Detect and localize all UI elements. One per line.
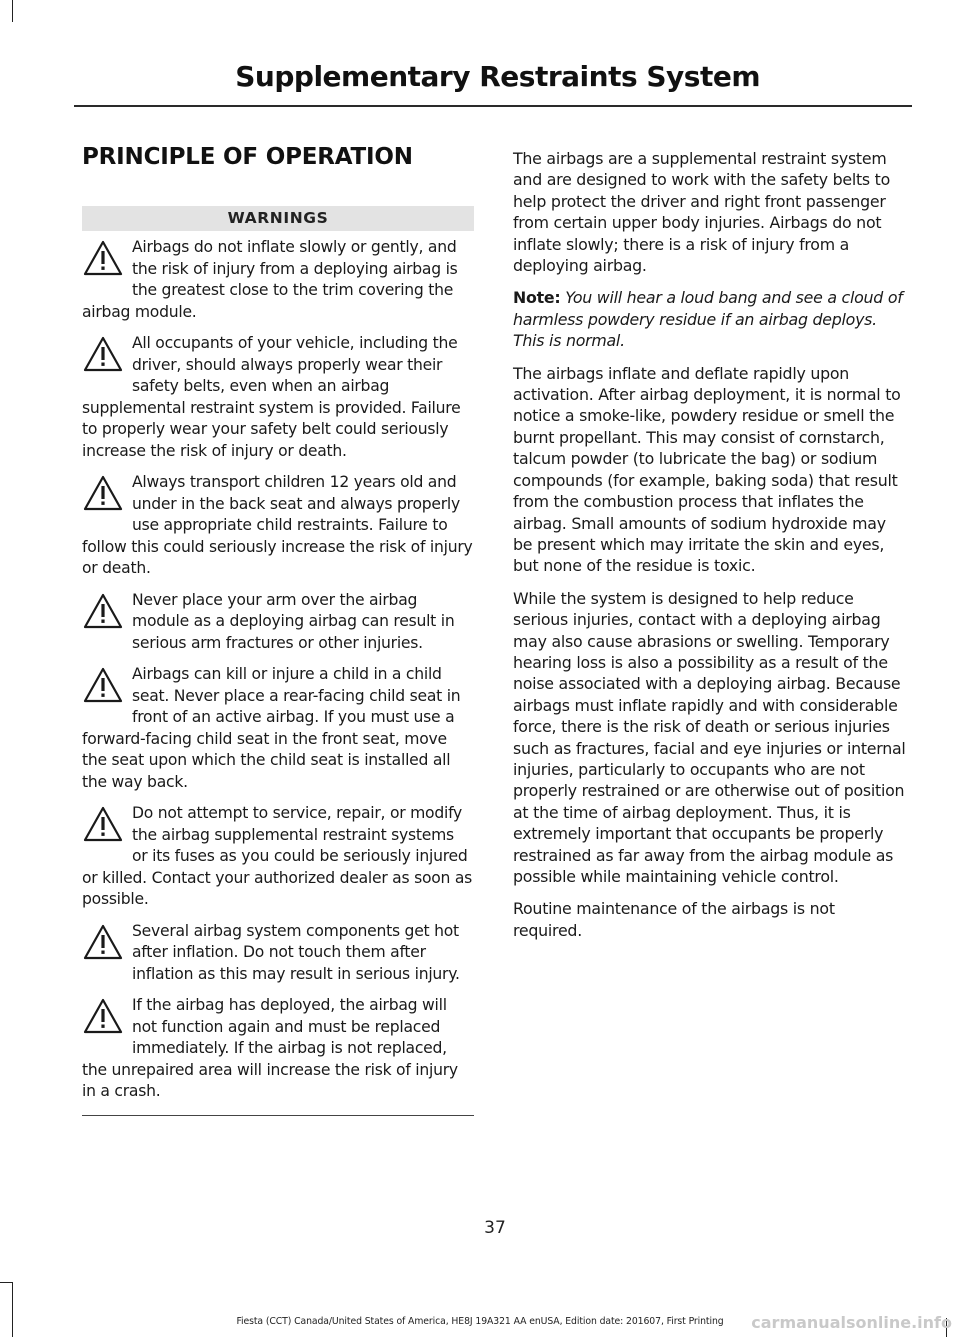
warnings-end-rule	[82, 1115, 474, 1116]
body-paragraph: While the system is designed to help reduce serious injuries, contact with a deploying airbag may also cause abrasions or swelling. Temporary hearing loss is also a possibility as a result of the noise associated with a deploying airbag. Because airbags must inflate rapidly and with considerable force, there is the risk of death or serious injuries such as fractures, facial and eye injuries or internal injuries, particularly to occupants who are not properly restrained or are otherwise out of position at the time of airbag deployment. Thus, it is extremely important that occupants be properly restrained as far away from the airbag module as possible while maintaining vehicle control.	[513, 588, 906, 886]
warning-triangle-icon	[82, 664, 130, 718]
warning-triangle-icon	[82, 995, 130, 1049]
section-heading: PRINCIPLE OF OPERATION	[82, 144, 413, 170]
note-text: You will hear a loud bang and see a cloud of harmless powdery residue if an airbag deploys. This is normal.	[513, 288, 903, 351]
warning-text: Never place your arm over the airbag module as a deploying airbag can result in serious arm fractures or other injuries.	[132, 590, 455, 652]
warning-item	[82, 921, 474, 986]
warnings-bar: WARNINGS	[82, 206, 474, 231]
warnings-list	[82, 237, 474, 1103]
body-paragraph: Routine maintenance of the airbags is not required.	[513, 899, 835, 940]
warning-item	[82, 472, 474, 580]
warning-triangle-icon	[82, 472, 130, 526]
body-paragraph: The airbags inflate and deflate rapidly upon activation. After airbag deployment, it is normal to notice a smoke-like, powdery residue or smell the burnt propellant. This may consist of cornstarch, talcum powder (to lubricate the bag) or sodium compounds (for example, baking soda) that result from the combustion process that inflates the airbag. Small amounts of sodium hydroxide may be present which may irritate the skin and eyes, but none of the residue is toxic.	[513, 363, 901, 576]
crop-mark	[12, 1282, 13, 1337]
body-paragraph: The airbags are a supplemental restraint system and are designed to work with the safety belts to help protect the driver and right front passenger from certain upper body injuries. Airbags do not inflate slowly; there is a risk of injury from a deploying airbag.	[513, 149, 891, 276]
right-column	[513, 148, 908, 952]
footer-text: Fiesta (CCT) Canada/United States of America, HE8J 19A321 AA enUSA, Edition date: 201607, First Printing	[236, 1316, 724, 1327]
warning-text: Several airbag system components get hot after inflation. Do not touch them after inflation as this may result in serious injury.	[132, 921, 460, 983]
crop-mark	[12, 0, 13, 22]
warning-text: All occupants of your vehicle, including the driver, should always properly wear their safety belts, even when an airbag supplemental restraint system is provided. Failure to properly wear your safety belt could seriously increase the risk of injury or death.	[82, 334, 461, 460]
page-header-title: Supplementary Restraints System	[235, 60, 760, 93]
crop-mark	[0, 1282, 13, 1283]
watermark: carmanualsonline.info	[751, 1313, 952, 1332]
warning-triangle-icon	[82, 590, 130, 644]
warning-item	[82, 333, 474, 462]
warning-item	[82, 995, 474, 1103]
warning-text: Do not attempt to service, repair, or modify the airbag supplemental restraint systems or its fuses as you could be seriously injured or killed. Contact your authorized dealer as soon as possible.	[82, 804, 473, 908]
note-paragraph	[513, 287, 908, 351]
warning-text: Always transport children 12 years old and under in the back seat and always properly use appropriate child restraints. Failure to follow this could seriously increase the risk of injury or death.	[82, 473, 473, 577]
warning-item	[82, 237, 474, 323]
warning-text: If the airbag has deployed, the airbag will not function again and must be replaced immediately. If the airbag is not replaced, the unrepaired area will increase the risk of injury in a crash.	[82, 996, 458, 1100]
warning-triangle-icon	[82, 333, 130, 387]
warning-triangle-icon	[82, 803, 130, 857]
warning-triangle-icon	[82, 237, 130, 291]
left-column	[82, 140, 474, 1116]
warning-triangle-icon	[82, 921, 130, 975]
warning-text: Airbags do not inflate slowly or gently, and the risk of injury from a deploying airbag is the greatest close to the trim covering the airbag module.	[82, 238, 458, 321]
warning-item	[82, 803, 474, 911]
warning-item	[82, 664, 474, 793]
note-label: Note:	[513, 288, 561, 308]
warning-text: Airbags can kill or injure a child in a child seat. Never place a rear-facing child seat in front of an active airbag. If you must use a forward-facing child seat in the front seat, move the seat upon which the child seat is installed all the way back.	[82, 665, 461, 791]
header-rule	[74, 105, 912, 107]
page-number: 37	[484, 1218, 506, 1238]
warning-item	[82, 590, 474, 655]
